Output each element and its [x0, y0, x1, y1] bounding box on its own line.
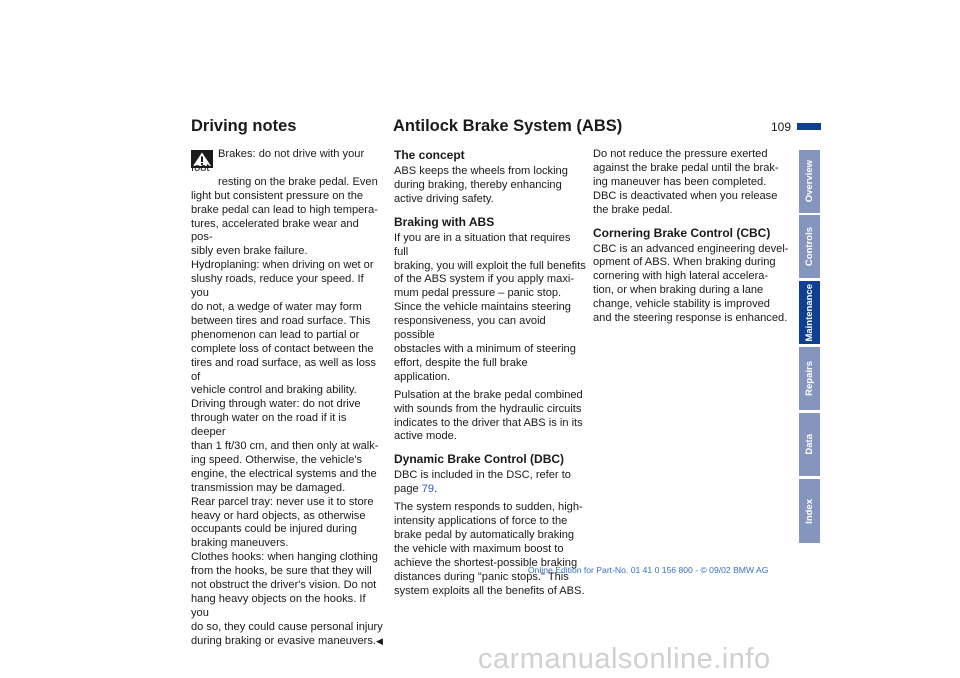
text-line: and the steering response is enhanced.	[593, 312, 788, 325]
text-line: complete loss of contact between the	[191, 342, 374, 355]
text-line: through water on the road if it is deeper	[191, 412, 347, 439]
text-line: Pulsation at the brake pedal combined	[394, 388, 583, 401]
text-line: active driving safety.	[394, 192, 494, 205]
text-line	[191, 635, 383, 649]
text-line: brake pedal by automatically braking	[394, 528, 575, 541]
text-line: opment of ABS. When braking during	[593, 256, 776, 269]
text-line: sibly even brake failure.	[191, 245, 308, 258]
tab-controls[interactable]	[799, 215, 820, 278]
text-line: Hydroplaning: when driving on wet or	[191, 259, 374, 272]
tab-label: Overview	[804, 160, 815, 203]
subheading-cbc: Cornering Brake Control (CBC)	[593, 225, 771, 240]
page-marker	[797, 123, 821, 130]
text-line: effort, despite the full brake application.	[394, 356, 528, 383]
text-line: intensity applications of force to the	[394, 515, 568, 528]
text-line: tires and road surface, as well as loss of	[191, 356, 376, 383]
text-line: DBC is included in the DSC, refer to	[394, 469, 571, 482]
text-line: with sounds from the hydraulic circuits	[394, 402, 582, 415]
text-line: against the brake pedal until the brak-	[593, 161, 779, 174]
watermark: carmanualsonline.info	[478, 643, 771, 675]
text-line: Rear parcel tray: never use it to store	[191, 495, 374, 508]
tab-label: Index	[804, 498, 815, 524]
text-line: phenomenon can lead to partial or	[191, 328, 360, 341]
text-line: tures, accelerated brake wear and pos-	[191, 217, 359, 244]
section-heading-driving-notes: Driving notes	[191, 117, 297, 135]
text-line: the brake pedal.	[593, 203, 673, 216]
text-line: The system responds to sudden, high-	[394, 501, 583, 514]
text-line: mum pedal pressure – panic stop.	[394, 287, 562, 300]
text-line: CBC is an advanced engineering devel-	[593, 242, 789, 255]
text-line: of the ABS system if you apply maxi-	[394, 273, 575, 286]
text-line: do so, they could cause personal injury	[191, 620, 383, 633]
text-line: during braking, thereby enhancing	[394, 178, 562, 191]
text-line	[394, 483, 586, 497]
text-line: slushy roads, reduce your speed. If you	[191, 273, 364, 300]
tab-overview[interactable]	[799, 150, 820, 213]
text-line: hang heavy objects on the hooks. If you	[191, 593, 366, 619]
text-line: change, vehicle stability is improved	[593, 298, 770, 311]
text-line: active mode.	[394, 430, 457, 443]
text-line-content: page	[394, 483, 422, 496]
text-line: indicates to the driver that ABS is in its	[394, 416, 583, 429]
text-line: system exploits all the benefits of ABS.	[394, 584, 585, 597]
warning-notice	[191, 148, 383, 649]
text-line: ing speed. Otherwise, the vehicle's	[191, 453, 363, 466]
subheading-braking-with-abs: Braking with ABS	[394, 214, 495, 229]
text-line: heavy or hard objects, as otherwise	[191, 509, 366, 522]
text-line: occupants could be injured during	[191, 523, 357, 536]
tab-data[interactable]	[799, 413, 820, 476]
tab-index[interactable]	[799, 479, 820, 543]
text-line-content: .	[434, 483, 438, 496]
abs-column	[394, 148, 586, 598]
tab-maintenance[interactable]	[799, 281, 820, 344]
text-line: engine, the electrical systems and the	[191, 467, 377, 480]
text-line: Do not reduce the pressure exerted	[593, 148, 768, 160]
text-line: vehicle control and braking ability.	[191, 384, 357, 397]
text-line: do not, a wedge of water may form	[191, 300, 362, 313]
text-line: resting on the brake pedal. Even	[218, 175, 378, 188]
tab-label: Controls	[804, 226, 815, 267]
text-line: Brakes: do not drive with your foot	[191, 148, 365, 174]
tab-label: Maintenance	[804, 283, 815, 342]
subheading-dbc: Dynamic Brake Control (DBC)	[394, 452, 565, 467]
warning-text	[191, 148, 383, 190]
text-line: Driving through water: do not drive	[191, 398, 361, 411]
text-line: transmission may be damaged.	[191, 481, 346, 494]
text-line: Since the vehicle maintains steering	[394, 301, 571, 314]
text-line: light but consistent pressure on the	[191, 189, 364, 202]
text-line: Clothes hooks: when hanging clothing	[191, 551, 378, 564]
tab-label: Data	[804, 434, 815, 455]
end-mark-icon: ◀	[376, 635, 383, 646]
subheading-concept: The concept	[394, 148, 465, 162]
text-line: than 1 ft/30 cm, and then only at walk-	[191, 440, 379, 453]
footer-edition-note: Online Edition for Part-No. 01 41 0 156 800 - © 09/02 BMW AG	[528, 565, 769, 575]
page-reference-link[interactable]: 79	[421, 483, 435, 496]
page-number: 109	[771, 120, 792, 134]
text-line: achieve the shortest-possible braking	[394, 556, 578, 569]
text-line: tion, or when braking during a lane	[593, 284, 764, 297]
text-line: responsiveness, you can avoid possible	[394, 315, 546, 342]
text-line: DBC is deactivated when you release	[593, 189, 778, 202]
text-line: the vehicle with maximum boost to	[394, 542, 564, 555]
page-title: Antilock Brake System (ABS)	[393, 117, 623, 135]
text-line: from the hooks, be sure that they will	[191, 565, 372, 578]
text-line: between tires and road surface. This	[191, 314, 371, 327]
tab-repairs[interactable]	[799, 347, 820, 410]
text-line: not obstruct the driver's vision. Do not	[191, 579, 377, 592]
text-line: ABS keeps the wheels from locking	[394, 165, 568, 177]
text-line: braking, you will exploit the full benefits	[394, 259, 586, 272]
text-line: If you are in a situation that requires full	[394, 231, 571, 258]
tab-label: Repairs	[804, 361, 815, 396]
text-line: brake pedal can lead to high tempera-	[191, 203, 378, 216]
text-line: braking maneuvers.	[191, 537, 289, 550]
dbc-cbc-column	[593, 148, 789, 326]
text-line: obstacles with a minimum of steering	[394, 342, 576, 355]
text-line: ing maneuver has been completed.	[593, 175, 767, 188]
text-line: cornering with high lateral accelera-	[593, 270, 769, 283]
text-line-content: during braking or evasive maneuvers.	[191, 634, 376, 647]
text-line: distances during "panic stops." This	[394, 570, 569, 583]
